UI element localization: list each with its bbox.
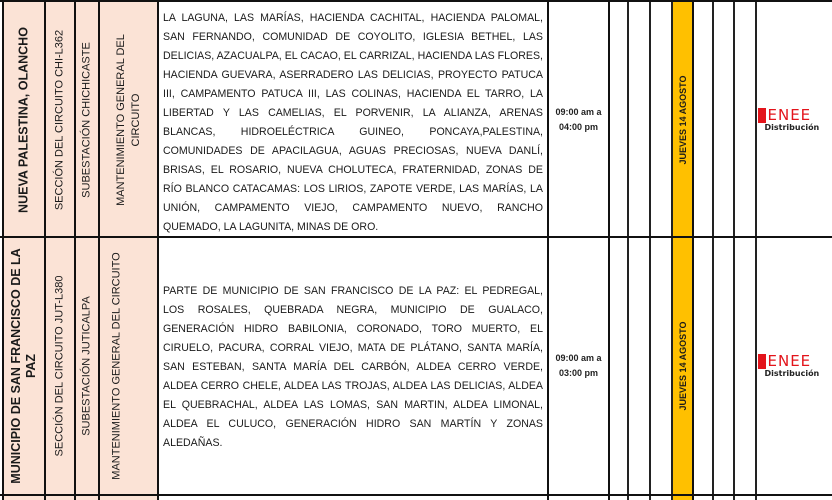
- date-text: JUEVES 14 AGOSTO: [677, 74, 688, 165]
- work-cell: [100, 496, 159, 500]
- blank-cell: [735, 496, 757, 500]
- blank-cell: [714, 238, 735, 494]
- blank-cell: [651, 238, 673, 494]
- location-cell: [2, 496, 46, 500]
- section-text: SECCIÓN DEL CIRCUITO JUT-L380: [53, 275, 66, 457]
- blank-cell: [610, 496, 629, 500]
- table-row: [0, 2, 832, 237]
- work-cell: [100, 238, 159, 494]
- enee-flame-icon: [758, 108, 766, 123]
- blank-cell: [735, 238, 757, 494]
- logo-brand: ENEE: [767, 352, 812, 370]
- work-cell: [100, 2, 159, 237]
- logo-cell: [757, 496, 832, 500]
- section-cell: [46, 2, 76, 237]
- blank-cell: [694, 2, 714, 237]
- row-divider: [0, 0, 832, 2]
- section-text: SECCIÓN DEL CIRCUITO CHI-L362: [53, 29, 66, 210]
- location-text: NUEVA PALESTINA, OLANCHO: [16, 26, 31, 213]
- time-text: [549, 105, 608, 135]
- location-cell: [2, 2, 46, 237]
- blank-cell: [610, 2, 629, 237]
- affected-areas-text: LA LAGUNA, LAS MARÍAS, HACIENDA CACHITAL, HACIENDA PALOMAL, SAN FERNANDO, COMUNIDAD DE COYOLITO, IGLESIA BETHEL, LAS DELICIAS, AZACUALPA, EL CACAO, EL CARRIZAL, HACIENDA LAS FLORES, HACIENDA GUEVARA, ASERRADERO LAS DELICIAS, PROYECTO PATUCA III, CAMPAMENTO PATUCA III, LAS COLINAS, HACIENDA EL TARRO, LA LIBERTAD Y LAS CAMELIAS, EL PORVENIR, LA ALIANZA, ARENAS BLANCAS, HIDROELÉCTRICA GUINEO, PONCAYA,PALESTINA, COMUNIDADES DE APACILAGUA, AGUAS PRECIOSAS, NUEVA DANLÍ, BRISAS, EL ROSARIO, NUEVA CHOLUTECA, FRATERNIDAD, ZONAS DE RÍO BLANCO CATACAMAS: LOS LIRIOS, ZAPOTE VERDE, LAS MARÍAS, LA UNIÓN, CAMPAMENTO VIEJO, CAMPAMENTO NUEVO, RANCHO QUEMADO, LA LAGUNITA, MINAS DE ORO.: [163, 12, 543, 233]
- location-text: [9, 248, 39, 483]
- date-text: JUEVES 14 AGOSTO: [677, 321, 688, 411]
- blank-cell: [629, 2, 651, 237]
- enee-logo: [758, 105, 832, 132]
- blank-cell: [694, 238, 714, 494]
- logo-subtitle: Distribución: [764, 369, 820, 378]
- blank-cell: [714, 2, 735, 237]
- blank-cell: [629, 238, 651, 494]
- affected-areas-cell: [159, 2, 549, 237]
- logo-cell: [757, 2, 832, 237]
- location-text-line: PAZ: [24, 353, 38, 379]
- substation-cell: [76, 496, 100, 500]
- affected-areas-cell: [159, 496, 549, 500]
- table-row: [0, 238, 832, 494]
- time-end: 03:00 pm: [558, 368, 599, 378]
- time-end: 04:00 pm: [558, 121, 599, 132]
- time-text: [549, 351, 608, 381]
- logo-brand: ENEE: [767, 105, 812, 124]
- time-cell: [549, 2, 610, 237]
- blank-cell: [694, 496, 714, 500]
- time-cell: [549, 496, 610, 500]
- enee-flame-icon: [758, 354, 766, 369]
- date-cell: [673, 238, 694, 494]
- work-text-line: CIRCUITO: [129, 93, 142, 146]
- table-row-partial: [0, 496, 832, 500]
- substation-cell: [76, 2, 100, 237]
- section-cell: [46, 238, 76, 494]
- time-cell: [549, 238, 610, 494]
- section-cell: [46, 496, 76, 500]
- blank-cell: [651, 496, 673, 500]
- substation-text: SUBESTACIÓN CHICHICASTE: [80, 41, 93, 198]
- substation-cell: [76, 238, 100, 494]
- work-text: MANTENIMIENTO GENERAL DEL CIRCUITO: [110, 252, 123, 480]
- blank-cell: [735, 2, 757, 237]
- substation-text: SUBESTACIÓN JUTICALPA: [80, 296, 93, 436]
- logo-subtitle: Distribución: [764, 122, 820, 132]
- date-cell: [673, 496, 694, 500]
- time-start: 09:00 am a: [555, 106, 602, 117]
- blank-cell: [714, 496, 735, 500]
- work-text: [114, 34, 144, 206]
- logo-cell: [757, 238, 832, 494]
- affected-areas-text: PARTE DE MUNICIPIO DE SAN FRANCISCO DE LA PAZ: EL PEDREGAL, LOS ROSALES, QUEBRADA NEGRA, MUNICIPIO DE GUALACO, GENERACIÓN HIDRO BABILONIA, CORONADO, TORO MUERTO, EL CIRUELO, PACURA, CORRAL VIEJO, MATA DE PLÁTANO, SANTA MARÍA, SAN ESTEBAN, SANTA MARÍA DEL CARBÓN, ALDEA CERRO VERDE, ALDEA CERRO CHELE, ALDEA LAS TROJAS, ALDEA LAS DELICIAS, ALDEA EL QUEBRACHAL, ALDEA LAS LOMAS, SAN MARTIN, ALDEA LIMONAL, ALDEA EL CULUCO, GENERACIÓN HIDRO SAN MARTÍN Y ZONAS ALEDAÑAS.: [163, 285, 543, 449]
- blank-cell: [629, 496, 651, 500]
- enee-logo: [758, 354, 832, 378]
- location-text-line: MUNICIPIO DE SAN FRANCISCO DE LA: [9, 248, 23, 484]
- location-cell: [2, 238, 46, 494]
- blank-cell: [651, 2, 673, 237]
- blank-cell: [610, 238, 629, 494]
- date-cell: [673, 2, 694, 237]
- time-start: 09:00 am a: [555, 353, 602, 363]
- affected-areas-cell: [159, 238, 549, 494]
- work-text-line: MANTENIMIENTO GENERAL DEL: [114, 33, 127, 206]
